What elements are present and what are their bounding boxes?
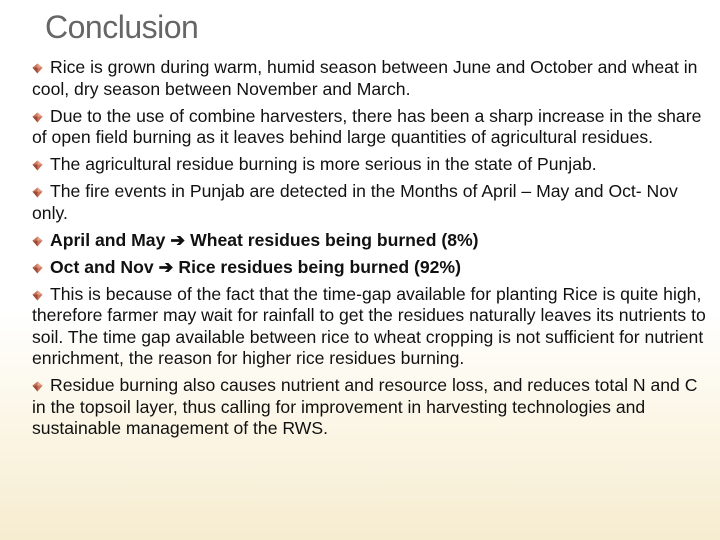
gem-bullet-icon <box>32 236 43 247</box>
gem-bullet-icon <box>32 112 43 123</box>
bullet-text: This is because of the fact that the time-gap available for planting Rice is quite high, therefore farmer may wait for rainfall to get the residues naturally leaves its nutrients to soil. The time gap available between rice to wheat cropping is not sufficient for nutrient enrichment, the reason for higher rice residues burning. <box>32 283 706 368</box>
bullet-item <box>32 181 708 224</box>
gem-bullet-icon <box>32 381 43 392</box>
right-arrow-icon: ➔ <box>170 229 186 250</box>
gem-bullet-icon <box>32 160 43 171</box>
bullet-text: The fire events in Punjab are detected in the Months of April – May and Oct- Nov only. <box>32 181 678 223</box>
bullet-item <box>32 154 708 176</box>
bullet-text: Rice is grown during warm, humid season between June and October and wheat in cool, dry season between November and March. <box>32 57 698 99</box>
bullet-item <box>32 57 708 100</box>
bullet-text: Rice residues being burned (92%) <box>178 256 461 277</box>
bullet-text: The agricultural residue burning is more serious in the state of Punjab. <box>50 154 597 174</box>
bullet-item <box>32 284 708 370</box>
bullet-text: Oct and Nov <box>50 256 154 277</box>
gem-bullet-icon <box>32 63 43 74</box>
gem-bullet-icon <box>32 187 43 198</box>
right-arrow-icon: ➔ <box>158 256 174 277</box>
bullet-text: April and May <box>50 229 166 250</box>
bullet-text: Due to the use of combine harvesters, there has been a sharp increase in the share of open field burning as it leaves behind large quantities of agricultural residues. <box>32 105 702 147</box>
bullet-list <box>32 57 708 445</box>
gem-bullet-icon <box>32 290 43 301</box>
bullet-text: Residue burning also causes nutrient and resource loss, and reduces total N and C in the topsoil layer, thus calling for improvement in harvesting technologies and sustainable management of the RWS. <box>32 375 698 438</box>
bullet-item <box>32 257 708 279</box>
slide-title: Conclusion <box>45 9 199 45</box>
bullet-item <box>32 375 708 440</box>
bullet-item <box>32 230 708 252</box>
bullet-text: Wheat residues being burned (8%) <box>190 229 479 250</box>
gem-bullet-icon <box>32 263 43 274</box>
bullet-item <box>32 106 708 149</box>
